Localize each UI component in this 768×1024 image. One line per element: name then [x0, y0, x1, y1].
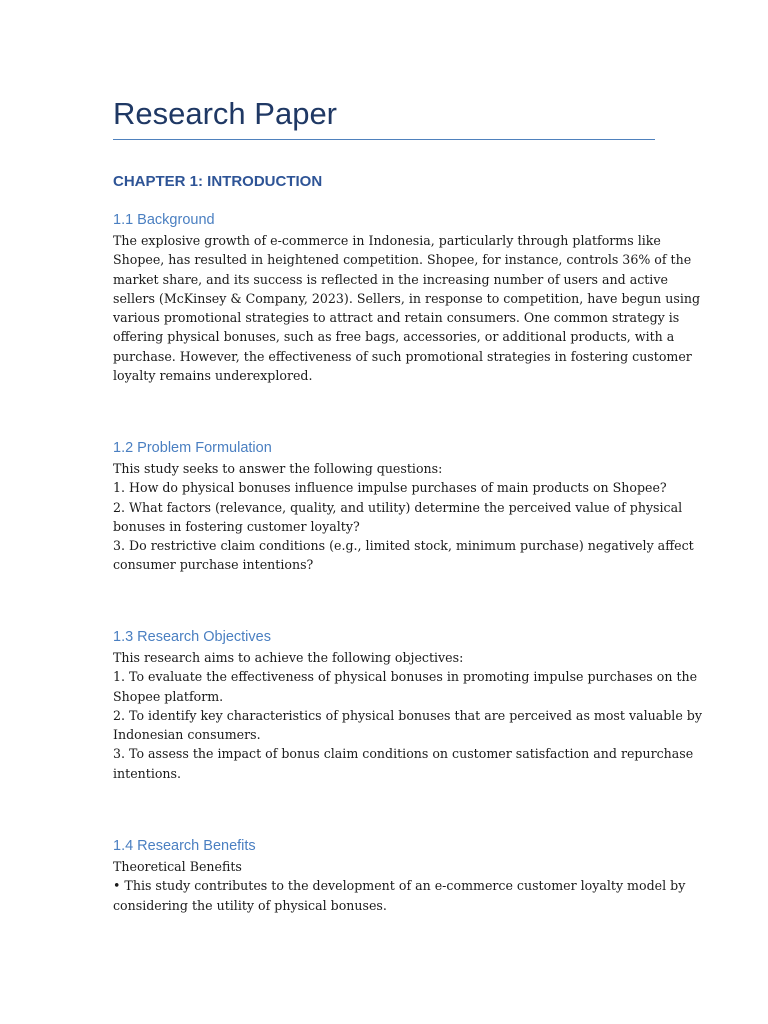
section-problem-formulation: [113, 438, 694, 575]
section-heading: 1.4 Research Benefits: [113, 838, 256, 854]
paragraph-line: considering the utility of physical bonuses.: [113, 897, 387, 913]
section-background: [113, 210, 701, 385]
paragraph-line: bonuses in fostering customer loyalty?: [113, 518, 360, 534]
paragraph-line: This study seeks to answer the following questions:: [113, 461, 443, 476]
title-divider: [113, 139, 655, 140]
paragraph-line: various promotional strategies to attract and retain consumers. One common strategy is: [113, 310, 680, 326]
chapter-heading: CHAPTER 1: INTRODUCTION: [113, 173, 323, 190]
section-paragraph: [113, 459, 694, 575]
paragraph-line: market share, and its success is reflected in the increasing number of users and active: [113, 271, 668, 287]
paragraph-line: purchase. However, the effectiveness of such promotional strategies in fostering customer: [113, 348, 692, 364]
section-paragraph: [113, 648, 702, 783]
paragraph-line: intentions.: [113, 765, 182, 781]
paragraph-line: Shopee, has resulted in heightened competition. Shopee, for instance, controls 36% of the: [113, 252, 692, 268]
paragraph-line: Indonesian consumers.: [113, 727, 261, 743]
paragraph-line: 1. How do physical bonuses influence impulse purchases of main products on Shopee?: [113, 480, 667, 496]
section-heading: 1.2 Problem Formulation: [113, 440, 272, 456]
paragraph-line: consumer purchase intentions?: [113, 557, 314, 573]
paragraph-line: • This study contributes to the development of an e-commerce customer loyalty model by: [113, 878, 686, 894]
section-heading: 1.3 Research Objectives: [113, 629, 271, 645]
section-research-benefits: [113, 836, 686, 915]
paragraph-line: sellers (McKinsey & Company, 2023). Sellers, in response to competition, have begun using: [113, 290, 701, 306]
section-paragraph: [113, 857, 686, 915]
paragraph-line: Theoretical Benefits: [113, 859, 242, 874]
paragraph-line: The explosive growth of e-commerce in Indonesia, particularly through platforms like: [113, 233, 661, 248]
paragraph-line: This research aims to achieve the following objectives:: [113, 650, 464, 665]
paragraph-line: Shopee platform.: [113, 688, 224, 704]
paragraph-line: offering physical bonuses, such as free bags, accessories, or additional products, with a: [113, 329, 675, 345]
paragraph-line: 1. To evaluate the effectiveness of physical bonuses in promoting impulse purchases on the: [113, 669, 698, 685]
paragraph-line: loyalty remains underexplored.: [113, 368, 313, 384]
section-research-objectives: [113, 627, 702, 783]
section-heading: 1.1 Background: [113, 212, 215, 228]
page-title: Research Paper: [113, 96, 338, 131]
paragraph-line: 3. Do restrictive claim conditions (e.g., limited stock, minimum purchase) negatively affect: [113, 538, 694, 554]
paragraph-line: 3. To assess the impact of bonus claim conditions on customer satisfaction and repurchase: [113, 746, 694, 762]
section-paragraph: [113, 231, 701, 385]
paragraph-line: 2. What factors (relevance, quality, and utility) determine the perceived value of physical: [113, 499, 683, 515]
paragraph-line: 2. To identify key characteristics of physical bonuses that are perceived as most valuable by: [113, 707, 702, 723]
